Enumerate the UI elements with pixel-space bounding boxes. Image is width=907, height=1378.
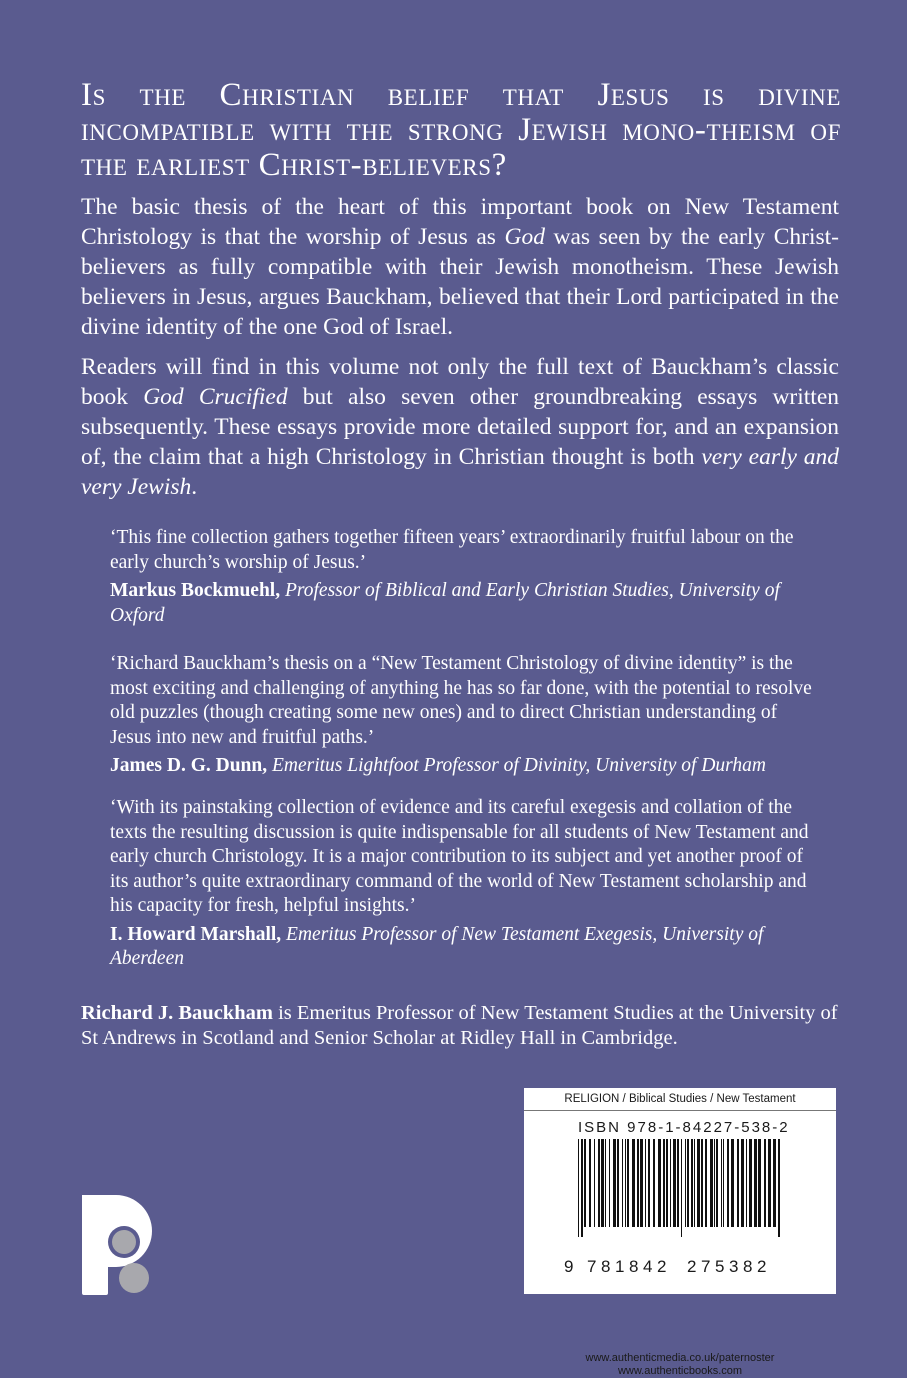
quote-attribution: James D. G. Dunn, Emeritus Lightfoot Professor of Divinity, University of Durham	[110, 755, 766, 776]
barcode-bar	[673, 1139, 676, 1227]
barcode-bar	[663, 1139, 665, 1227]
barcode-digit: 8	[601, 1257, 611, 1276]
barcode-digit: 7	[587, 1257, 597, 1276]
barcode-bar	[581, 1139, 583, 1237]
barcode-bar	[727, 1139, 729, 1227]
barcode-bar	[598, 1139, 600, 1227]
barcode-bar	[721, 1139, 722, 1227]
website-list	[524, 1352, 836, 1378]
endorsement-quote	[110, 526, 820, 628]
barcode-bar	[754, 1139, 757, 1227]
barcode-digit: 9	[564, 1257, 574, 1276]
barcode-bar	[640, 1139, 643, 1227]
barcode-bar	[710, 1139, 713, 1227]
barcode-bar	[764, 1139, 766, 1227]
barcode-digit: 2	[687, 1257, 697, 1276]
barcode-bar	[617, 1139, 619, 1227]
barcode-bar	[697, 1139, 700, 1227]
quote-text: ‘With its painstaking collection of evidence and its careful exegesis and collation of the texts the resulting discussion is quite indispensable for all students of New Testament and early church Christology. It is a major contribution to its subject and yet another proof of its author’s quite extraordinary command of the world of New Testament scholarship and his capacity for fresh, helpful insights.’	[110, 797, 809, 916]
barcode-bar	[609, 1139, 610, 1227]
barcode-bar	[778, 1139, 780, 1237]
publisher-logo	[80, 1193, 154, 1298]
barcode-bar	[749, 1139, 752, 1227]
barcode-bar	[758, 1139, 761, 1227]
category-label: RELIGION / Biblical Studies / New Testament	[524, 1088, 836, 1111]
barcode-bar	[605, 1139, 606, 1227]
barcode-bar	[723, 1139, 724, 1227]
barcode-bar	[627, 1139, 629, 1227]
barcode-bar	[648, 1139, 650, 1227]
barcode-bar	[701, 1139, 703, 1227]
barcode-bar	[691, 1139, 693, 1227]
endorsement-quote	[110, 652, 820, 779]
barcode-bar	[589, 1139, 591, 1227]
barcode-bar	[632, 1139, 635, 1227]
barcode-digit: 2	[757, 1257, 767, 1276]
barcode-bar	[594, 1139, 595, 1227]
barcode-bar	[705, 1139, 707, 1227]
barcode-bar	[737, 1139, 739, 1227]
barcode-box	[524, 1088, 836, 1377]
barcode-bar	[637, 1139, 639, 1227]
isbn-text: ISBN 978-1-84227-538-2	[578, 1119, 790, 1136]
barcode-digit: 8	[743, 1257, 753, 1276]
quote-attribution: Markus Bockmuehl, Professor of Biblical and Early Christian Studies, University of Oxford	[110, 580, 780, 626]
website-url: www.authenticbooks.com	[617, 1365, 743, 1377]
barcode-digit: 3	[729, 1257, 739, 1276]
barcode-bar	[677, 1139, 679, 1227]
barcode-bar	[694, 1139, 695, 1227]
quote-text: ‘Richard Bauckham’s thesis on a “New Testament Christology of divine identity” is the most exciting and challenging of anything he has so far done, with the potential to resolve old puzzles (though creating some new ones) and to direct Christian understanding of Jesus into new and fruitful paths.’	[110, 653, 812, 748]
barcode-bar	[687, 1139, 689, 1227]
barcode-bar	[716, 1139, 718, 1227]
barcode-bar	[645, 1139, 646, 1227]
barcode-bar	[622, 1139, 623, 1227]
author-bio: Richard J. Bauckham is Emeritus Professor of New Testament Studies at the University of St Andrews in Scotland and Senior Scholar at Ridley Hall in Cambridge.	[81, 1002, 838, 1049]
barcode-digit: 4	[643, 1257, 653, 1276]
barcode-bar	[601, 1139, 604, 1227]
barcode-bar	[653, 1139, 655, 1227]
barcode-bar	[714, 1139, 715, 1227]
description-paragraph-2: Readers will find in this volume not only the full text of Bauckham’s classic book God Crucified but also seven other groundbreaking essays written subsequently. These essays provide more detailed support for, and an expansion of, the claim that a high Christology in Christian thought is both very early and very Jewish.	[81, 354, 840, 500]
endorsement-quote	[110, 796, 820, 972]
quote-attribution: I. Howard Marshall, Emeritus Professor of New Testament Exegesis, University of Aberdeen	[110, 923, 764, 969]
barcode-bars	[574, 1139, 786, 1237]
barcode-bar	[741, 1139, 744, 1227]
barcode-bar	[584, 1139, 586, 1227]
barcode-bar	[625, 1139, 626, 1227]
barcode-bar	[681, 1139, 682, 1237]
barcode-bar	[658, 1139, 661, 1227]
quote-text: ‘This fine collection gathers together fifteen years’ extraordinarily fruitful labour on the early church’s worship of Jesus.’	[110, 527, 794, 573]
barcode-digit: 2	[657, 1257, 667, 1276]
website-url: www.authenticmedia.co.uk/paternoster	[585, 1352, 775, 1364]
barcode-bar	[731, 1139, 734, 1227]
barcode-bar	[746, 1139, 747, 1227]
barcode-digit: 1	[615, 1257, 625, 1276]
barcode-bar	[670, 1139, 671, 1227]
barcode-bar	[613, 1139, 616, 1227]
barcode-bar	[773, 1139, 776, 1227]
barcode-bar	[578, 1139, 579, 1237]
barcode-digit: 7	[701, 1257, 711, 1276]
barcode-bar	[666, 1139, 668, 1227]
barcode-digit: 8	[629, 1257, 639, 1276]
description-paragraph-1: The basic thesis of the heart of this important book on New Testament Christology is that the worship of Jesus as God was seen by the early Christ-believers as fully compatible with their Jewish monotheism. These Jewish believers in Jesus, argues Bauckham, believed that their Lord participated in the divine identity of the one God of Israel.	[81, 194, 839, 340]
headline: Is the Christian belief that Jesus is divine incompatible with the strong Jewish mono-theism of the earliest Christ-believers?	[81, 77, 841, 183]
barcode-bar	[768, 1139, 771, 1227]
barcode-digit: 5	[715, 1257, 725, 1276]
barcode-bar	[685, 1139, 686, 1227]
